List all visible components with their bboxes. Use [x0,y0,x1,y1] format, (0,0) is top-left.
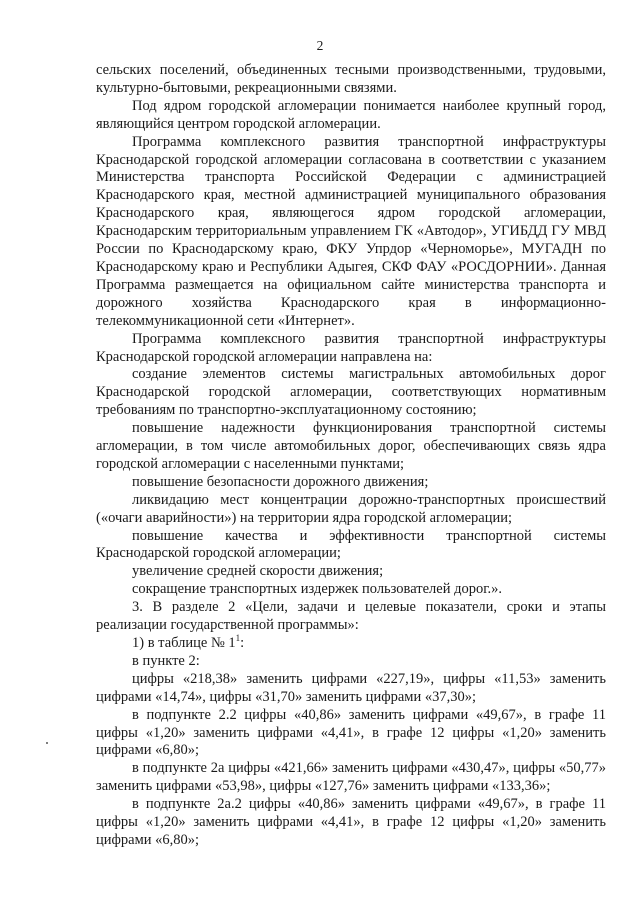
table-ref-footnote-mark: 1 [235,633,241,644]
paragraph-amendment: в подпункте 2а.2 цифры «40,86» заменить цифрами «49,67», в графе 11 цифры «1,20» заменить цифрами «4,41», в графе 12 цифры «1,20» заменить цифрами «6,80»; [96,796,606,848]
paragraph-item-2: в пункте 2: [132,652,200,669]
table-ref-suffix: : [240,635,245,651]
paragraph-program-goals-intro: Программа комплексного развития транспортной инфраструктуры Краснодарской городской агломерации направлена на: [96,330,606,365]
paragraph-section-2-amendment: 3. В разделе 2 «Цели, задачи и целевые показатели, сроки и этапы реализации государственной программы»: [96,599,606,634]
paragraph-amendment: цифры «218,38» заменить цифрами «227,19», цифры «11,53» заменить цифрами «14,74», цифры «31,70» заменить цифрами «37,30»; [96,670,606,705]
list-item-goal: повышение качества и эффективности транспортной системы Краснодарской городской агломерации; [96,527,606,562]
list-item-goal: повышение надежности функционирования транспортной системы агломерации, в том числе автомобильных дорог, обеспечивающих связь ядра городской агломерации с населенными пунктами; [96,420,606,472]
list-item-goal: сокращение транспортных издержек пользователей дорог.». [132,581,503,598]
document-body [96,62,606,850]
list-item-goal: создание элементов системы магистральных автомобильных дорог Краснодарской городской агломерации, соответствующих нормативным требованиям по транспортно-эксплуатационному состоянию; [96,366,606,419]
paragraph-continuation: сельских поселений, объединенных тесными производственными, трудовыми, культурно-бытовыми, рекреационными связями. [96,62,606,96]
paragraph-table-reference [96,635,606,653]
list-item-goal: повышение безопасности дорожного движения; [132,473,429,490]
paragraph-amendment: в подпункте 2.2 цифры «40,86» заменить цифрами «49,67», в графе 11 цифры «1,20» заменить цифрами «4,41», в графе 12 цифры «1,20» заменить цифрами «6,80»; [96,706,606,759]
page-number: 2 [316,38,324,53]
paragraph-amendment: в подпункте 2а цифры «421,66» заменить цифрами «430,47», цифры «50,77» заменить цифрами «53,98», цифры «127,76» заменить цифрами «133,36»; [96,760,606,795]
list-item-goal: ликвидацию мест концентрации дорожно-транспортных происшествий («очаги аварийности») на территории ядра городской агломерации; [96,491,606,526]
paragraph-core-definition: Под ядром городской агломерации понимается наиболее крупный город, являющийся центром городской агломерации. [96,97,606,132]
scan-speck [46,742,48,744]
table-ref-prefix: 1) в таблице № 1 [132,635,236,651]
paragraph-program-agreement: Программа комплексного развития транспортной инфраструктуры Краснодарской городской агломерации согласована в соответствии с указанием Министерства транспорта Российской Федерации с администрацией Краснодарского края, местной администрацией муниципального образования Краснодарского края, являющегося ядром городской агломерации, Краснодарским территориальным управлением ГК «Автодор», УГИБДД ГУ МВД России по Краснодарскому краю, ФКУ Упрдор «Черноморье», МУГАДН по Краснодарскому краю и Республики Адыгея, СКФ ФАУ «РОСДОРНИИ». Данная Программа размещается на официальном сайте министерства транспорта и дорожного хозяйства Краснодарского края в информационно-телекоммуникационной сети «Интернет». [96,133,606,329]
list-item-goal: увеличение средней скорости движения; [132,563,384,580]
